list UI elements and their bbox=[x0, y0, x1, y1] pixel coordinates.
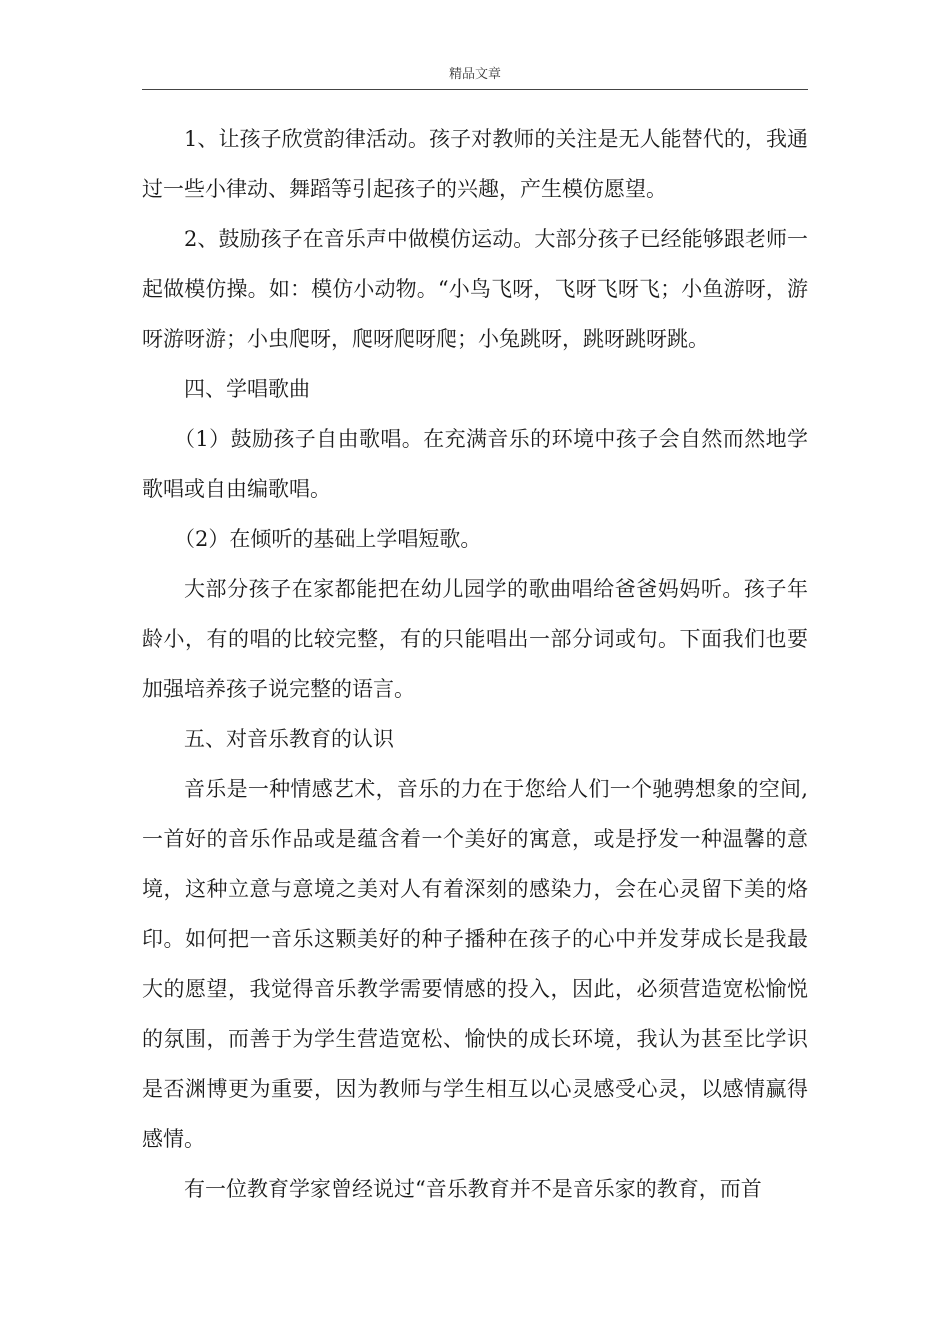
section-heading-learn-songs: 四、学唱歌曲 bbox=[184, 377, 310, 401]
page-header-title: 精品文章 bbox=[448, 67, 501, 82]
paragraph-educator-quote: 有一位教育学家曾经说过“音乐教育并不是音乐家的教育，而首 bbox=[184, 1177, 762, 1201]
header-divider bbox=[142, 89, 808, 90]
paragraph-music-emotion-art: 音乐是一种情感艺术，音乐的力在于您给人们一个驰骋想象的空间,一首好的音乐作品或是蕴含着一个美好的寓意，或是抒发一种温馨的意境，这种立意与意境之美对人有着深刻的感染力，会在心灵留下美的烙印。如何把一音乐这颗美好的种子播种在孩子的心中并发芽成长是我最大的愿望，我觉得音乐教学需要情感的投入，因此，必须营造宽松愉悦的氛围，而善于为学生营造宽松、愉快的成长环境，我认为甚至比学识是否渊博更为重要，因为教师与学生相互以心灵感受心灵，以感情赢得感情。 bbox=[142, 777, 808, 1151]
section-heading-music-education: 五、对音乐教育的认识 bbox=[184, 727, 394, 751]
paragraph-rhythm-appreciation: 1、让孩子欣赏韵律活动。孩子对教师的关注是无人能替代的，我通过一些小律动、舞蹈等引起孩子的兴趣，产生模仿愿望。 bbox=[142, 127, 808, 201]
paragraph-singing-at-home: 大部分孩子在家都能把在幼儿园学的歌曲唱给爸爸妈妈听。孩子年龄小，有的唱的比较完整，有的只能唱出一部分词或句。下面我们也要加强培养孩子说完整的语言。 bbox=[142, 577, 808, 701]
paragraph-imitation-movement: 2、鼓励孩子在音乐声中做模仿运动。大部分孩子已经能够跟老师一起做模仿操。如：模仿小动物。“小鸟飞呀，飞呀飞呀飞；小鱼游呀，游呀游呀游；小虫爬呀，爬呀爬呀爬；小兔跳呀，跳呀跳呀跳。 bbox=[142, 227, 808, 351]
document-body bbox=[142, 114, 808, 1214]
paragraph-free-singing: （1）鼓励孩子自由歌唱。在充满音乐的环境中孩子会自然而然地学歌唱或自由编歌唱。 bbox=[142, 427, 808, 501]
paragraph-short-songs: （2）在倾听的基础上学唱短歌。 bbox=[174, 527, 482, 551]
